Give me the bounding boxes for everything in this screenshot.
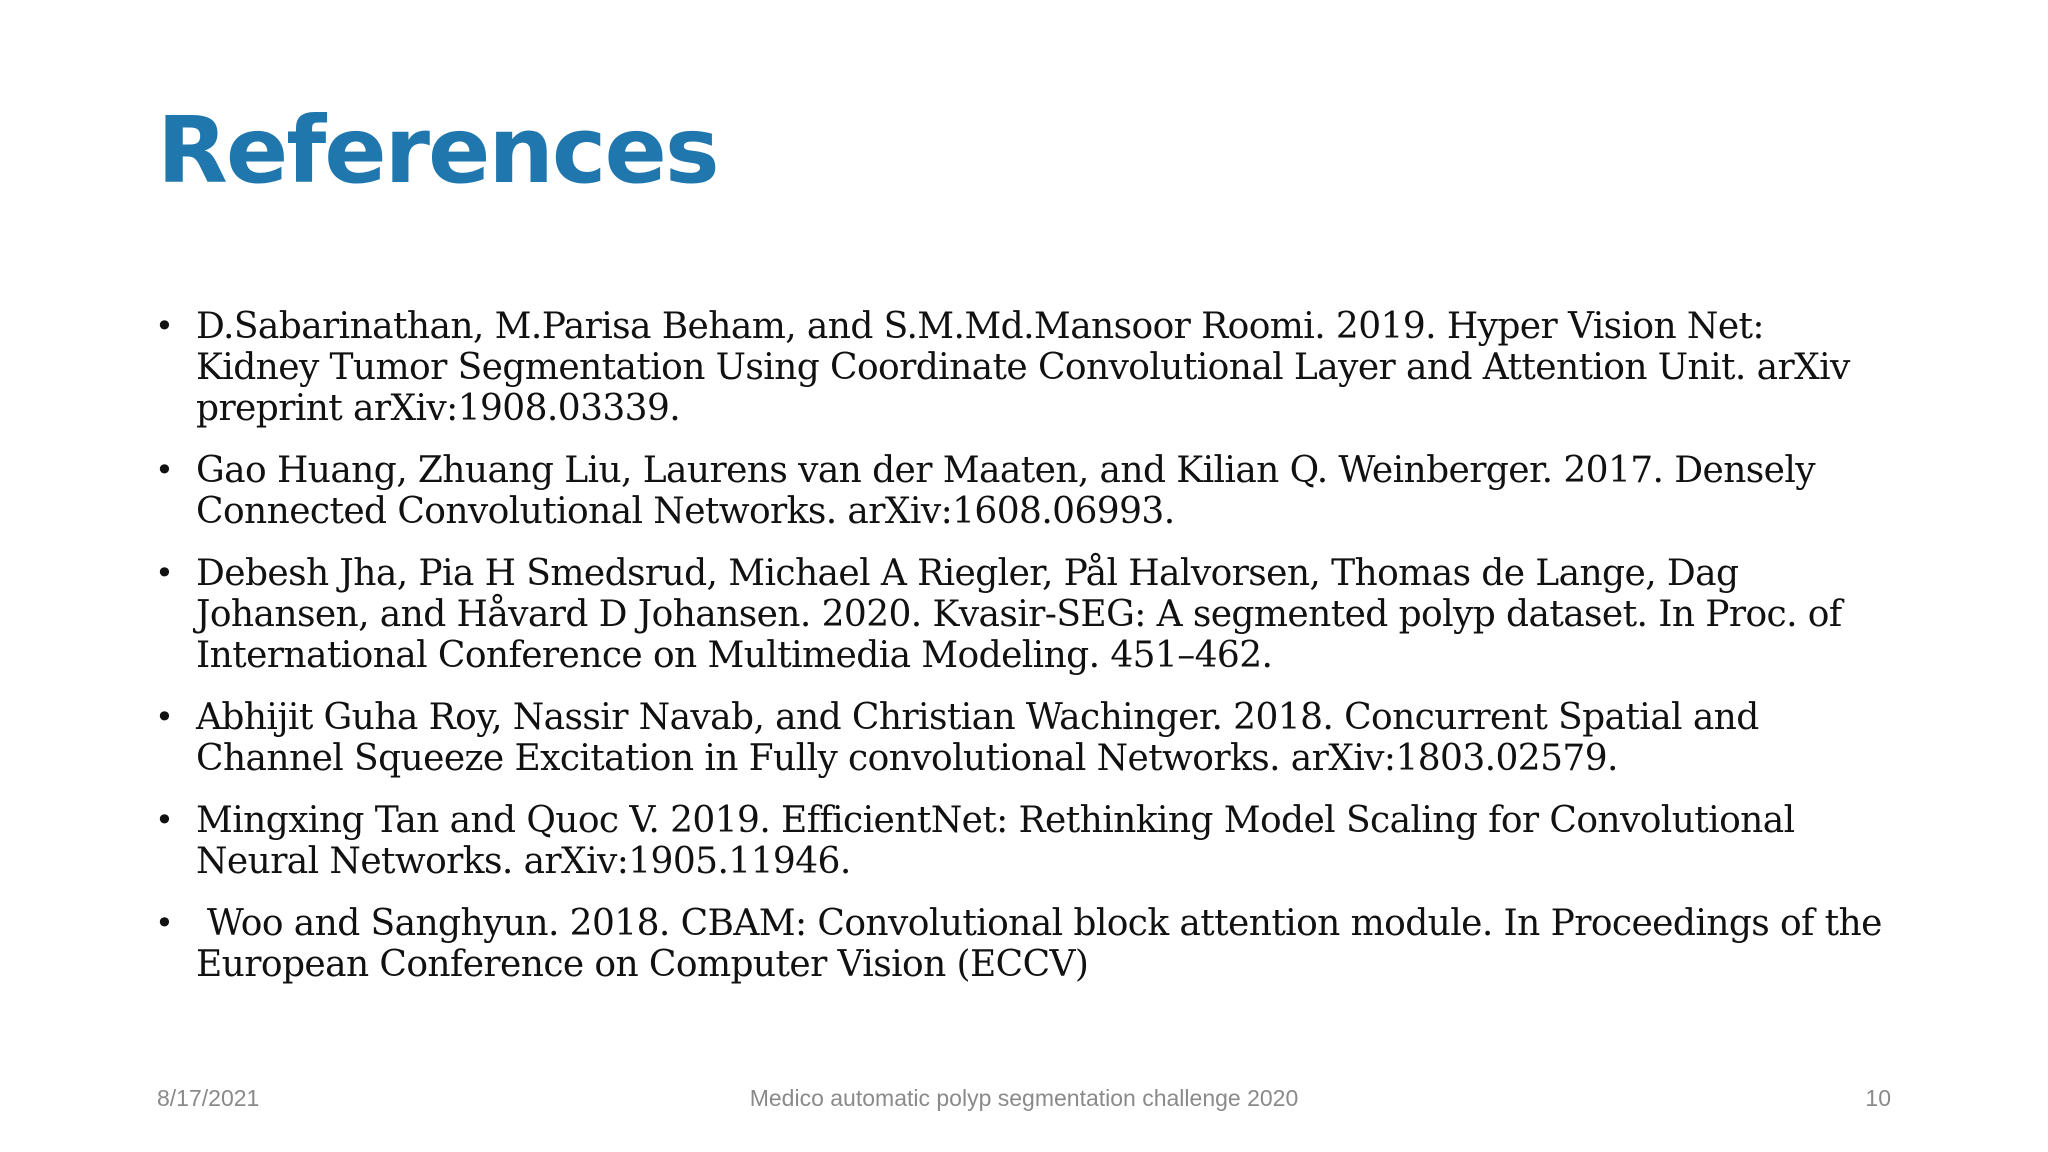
reference-text: Woo and Sanghyun. 2018. CBAM: Convolutional block attention module. In Proceedings of the European Conference on Computer Vision (ECCV) bbox=[196, 903, 1893, 985]
reference-text: Debesh Jha, Pia H Smedsrud, Michael A Riegler, Pål Halvorsen, Thomas de Lange, Dag Johansen, and Håvard D Johansen. 2020. Kvasir-SEG: A segmented polyp dataset. In Proc. of International Conference on Multimedia Modeling. 451–462. bbox=[196, 553, 1842, 676]
bullet-icon: • bbox=[155, 801, 174, 839]
footer-title: Medico automatic polyp segmentation challenge 2020 bbox=[749, 1085, 1299, 1111]
reference-item bbox=[150, 903, 1895, 985]
slide-title: References bbox=[157, 97, 718, 204]
reference-item bbox=[150, 697, 1895, 779]
footer-date: 8/17/2021 bbox=[157, 1085, 260, 1111]
reference-text: Mingxing Tan and Quoc V. 2019. EfficientNet: Rethinking Model Scaling for Convolutional Neural Networks. arXiv:1905.11946. bbox=[196, 800, 1795, 882]
reference-item bbox=[150, 553, 1895, 676]
reference-text: Abhijit Guha Roy, Nassir Navab, and Christian Wachinger. 2018. Concurrent Spatial and Channel Squeeze Excitation in Fully convolutional Networks. arXiv:1803.02579. bbox=[196, 697, 1759, 779]
reference-item bbox=[150, 450, 1895, 532]
bullet-icon: • bbox=[155, 451, 174, 489]
reference-list bbox=[150, 306, 1895, 1006]
reference-text: D.Sabarinathan, M.Parisa Beham, and S.M.Md.Mansoor Roomi. 2019. Hyper Vision Net: Kidney Tumor Segmentation Using Coordinate Convolutional Layer and Attention Unit. arXiv preprint arXiv:1908.03339. bbox=[196, 306, 1850, 429]
bullet-icon: • bbox=[155, 698, 174, 736]
bullet-icon: • bbox=[155, 307, 174, 345]
reference-item bbox=[150, 800, 1895, 882]
reference-text: Gao Huang, Zhuang Liu, Laurens van der Maaten, and Kilian Q. Weinberger. 2017. Densely Connected Convolutional Networks. arXiv:1608.06993. bbox=[196, 450, 1816, 532]
bullet-icon: • bbox=[155, 904, 174, 942]
reference-item bbox=[150, 306, 1895, 429]
slide-number: 10 bbox=[1865, 1085, 1891, 1111]
bullet-icon: • bbox=[155, 554, 174, 592]
